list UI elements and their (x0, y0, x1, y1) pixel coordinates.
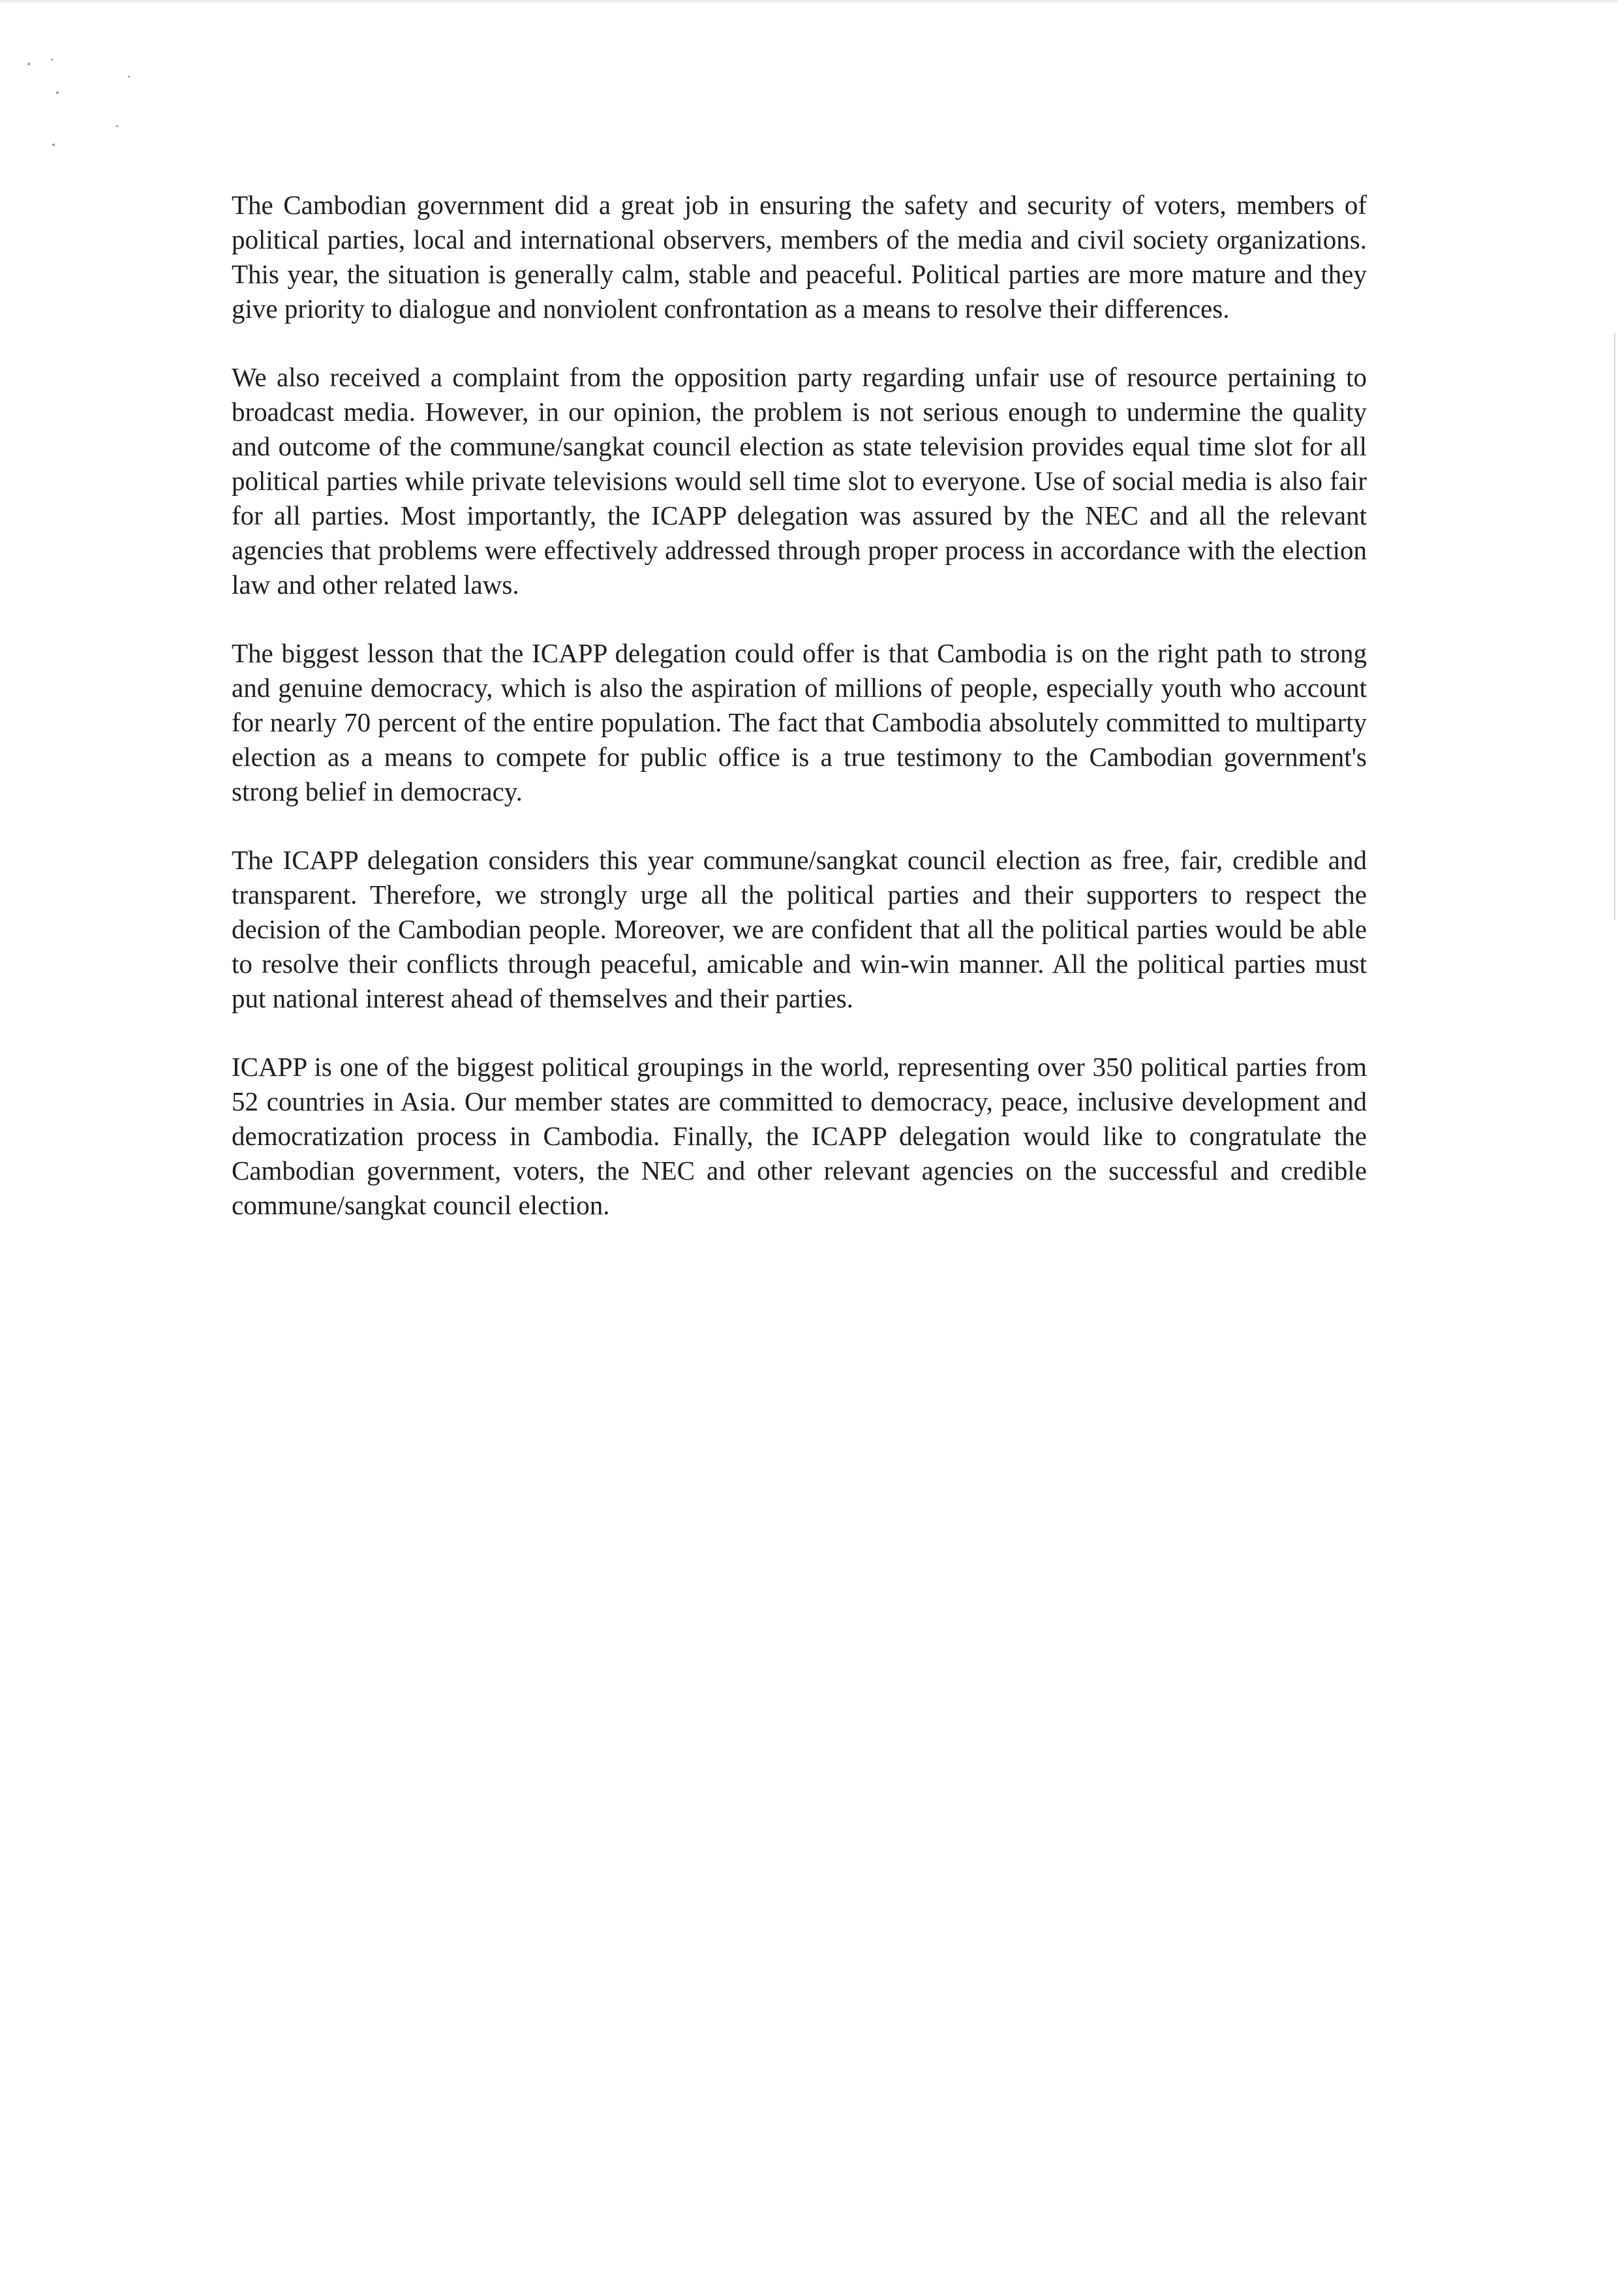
scan-speck (27, 63, 30, 65)
scan-speck (128, 76, 130, 78)
scan-top-edge (0, 0, 1618, 4)
paragraph-broadcast-complaint: We also received a complaint from the opposition party regarding unfair use of resource pertaining to broadcast media. However, in our opinion, the problem is not serious enough to undermine the quality and outcome of the commune/sangkat council election as state television provides equal time slot for all political parties while private televisions would sell time slot to everyone. Use of social media is also fair for all parties. Most importantly, the ICAPP delegation was assured by the NEC and all the relevant agencies that problems were effectively addressed through proper process in accordance with the election law and other related laws. (232, 362, 1367, 600)
paragraph-democracy-lesson: The biggest lesson that the ICAPP delegation could offer is that Cambodia is on the right path to strong and genuine democracy, which is also the aspiration of millions of people, especially youth who account for nearly 70 percent of the entire population. The fact that Cambodia absolutely committed to multiparty election as a means to compete for public office is a true testimony to the Cambodian government's strong belief in democracy. (232, 638, 1367, 806)
scan-speck (51, 59, 53, 61)
scan-speck (116, 125, 118, 127)
paragraph-safety-security: The Cambodian government did a great job in ensuring the safety and security of voters, members of political parties, local and international observers, members of the media and civil society organizations. This year, the situation is generally calm, stable and peaceful. Political parties are more mature and they give priority to dialogue and nonviolent confrontation as a means to resolve their differences. (232, 190, 1367, 324)
paragraph-election-assessment: The ICAPP delegation considers this year commune/sangkat council election as free, fair, credible and transparent. Therefore, we strongly urge all the political parties and their supporters to respect the decision of the Cambodian people. Moreover, we are confident that all the political parties would be able to resolve their conflicts through peaceful, amicable and win-win manner. All the political parties must put national interest ahead of themselves and their parties. (232, 845, 1367, 1013)
paragraph-icapp-closing: ICAPP is one of the biggest political groupings in the world, representing over 350 political parties from 52 countries in Asia. Our member states are committed to democracy, peace, inclusive development and democratization process in Cambodia. Finally, the ICAPP delegation would like to congratulate the Cambodian government, voters, the NEC and other relevant agencies on the successful and credible commune/sangkat council election. (232, 1052, 1367, 1220)
scan-speck (56, 91, 59, 94)
scan-right-edge (1614, 333, 1615, 920)
document-body (232, 188, 1367, 1257)
scan-speck (52, 144, 55, 146)
